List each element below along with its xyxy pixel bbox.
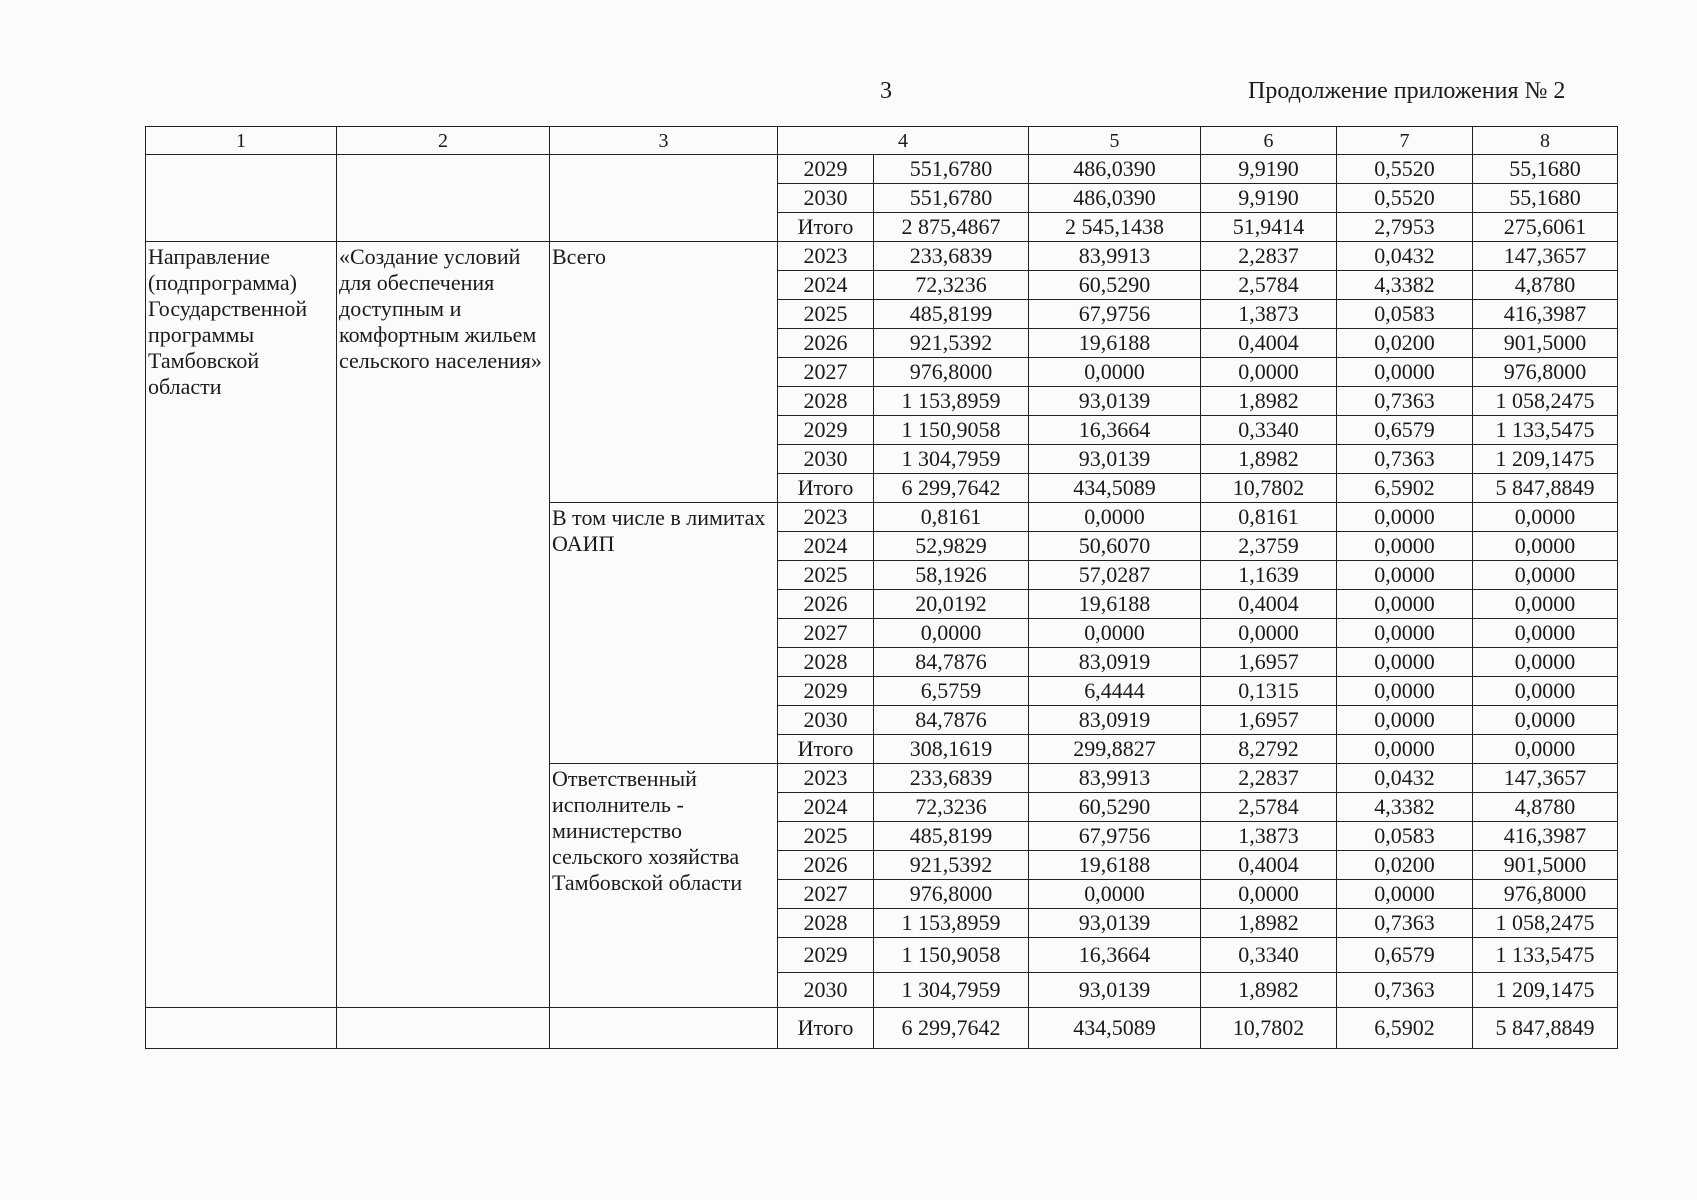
blank-col1 [146, 1008, 337, 1049]
value-col7: 0,0000 [1337, 532, 1473, 561]
value-col6: 1,3873 [1201, 300, 1337, 329]
year-cell: Итого [778, 474, 874, 503]
year-cell: 2025 [778, 561, 874, 590]
value-col5: 299,8827 [1029, 735, 1201, 764]
value-col4: 6 299,7642 [874, 1008, 1029, 1049]
appendix-table [145, 126, 1618, 1049]
value-col6: 2,5784 [1201, 793, 1337, 822]
value-col4: 84,7876 [874, 648, 1029, 677]
value-col6: 51,9414 [1201, 213, 1337, 242]
value-col6: 1,8982 [1201, 387, 1337, 416]
value-col8: 1 058,2475 [1473, 909, 1618, 938]
value-col4: 84,7876 [874, 706, 1029, 735]
value-col4: 233,6839 [874, 242, 1029, 271]
value-col7: 6,5902 [1337, 1008, 1473, 1049]
value-col5: 486,0390 [1029, 155, 1201, 184]
value-col4: 20,0192 [874, 590, 1029, 619]
value-col8: 0,0000 [1473, 677, 1618, 706]
value-col6: 0,8161 [1201, 503, 1337, 532]
year-cell: 2025 [778, 300, 874, 329]
value-col5: 83,9913 [1029, 242, 1201, 271]
year-cell: Итого [778, 213, 874, 242]
year-cell: 2028 [778, 648, 874, 677]
value-col6: 1,6957 [1201, 648, 1337, 677]
value-col7: 0,0000 [1337, 735, 1473, 764]
section-label: В том числе в лимитах ОАИП [550, 503, 778, 764]
year-cell: 2025 [778, 822, 874, 851]
column-header: 8 [1473, 127, 1618, 155]
year-cell: 2030 [778, 184, 874, 213]
value-col8: 416,3987 [1473, 300, 1618, 329]
value-col7: 0,0432 [1337, 764, 1473, 793]
blank-col2 [337, 155, 550, 242]
year-cell: 2028 [778, 387, 874, 416]
value-col7: 0,0000 [1337, 677, 1473, 706]
year-cell: 2024 [778, 271, 874, 300]
value-col4: 58,1926 [874, 561, 1029, 590]
value-col8: 0,0000 [1473, 735, 1618, 764]
value-col8: 901,5000 [1473, 329, 1618, 358]
value-col4: 1 304,7959 [874, 973, 1029, 1008]
value-col4: 233,6839 [874, 764, 1029, 793]
value-col5: 19,6188 [1029, 590, 1201, 619]
value-col8: 976,8000 [1473, 358, 1618, 387]
value-col6: 0,0000 [1201, 619, 1337, 648]
value-col4: 6,5759 [874, 677, 1029, 706]
value-col5: 50,6070 [1029, 532, 1201, 561]
year-cell: 2030 [778, 706, 874, 735]
value-col8: 4,8780 [1473, 793, 1618, 822]
value-col7: 2,7953 [1337, 213, 1473, 242]
column-header: 2 [337, 127, 550, 155]
value-col6: 1,8982 [1201, 445, 1337, 474]
year-cell: Итого [778, 1008, 874, 1049]
year-cell: 2023 [778, 764, 874, 793]
value-col5: 67,9756 [1029, 300, 1201, 329]
blank-col3 [550, 155, 778, 242]
value-col6: 0,0000 [1201, 358, 1337, 387]
value-col7: 0,0000 [1337, 880, 1473, 909]
year-cell: Итого [778, 735, 874, 764]
value-col5: 57,0287 [1029, 561, 1201, 590]
value-col8: 0,0000 [1473, 503, 1618, 532]
value-col4: 72,3236 [874, 793, 1029, 822]
value-col5: 486,0390 [1029, 184, 1201, 213]
value-col6: 0,4004 [1201, 590, 1337, 619]
value-col6: 10,7802 [1201, 1008, 1337, 1049]
value-col5: 60,5290 [1029, 271, 1201, 300]
value-col7: 4,3382 [1337, 793, 1473, 822]
value-col7: 0,7363 [1337, 973, 1473, 1008]
value-col4: 0,0000 [874, 619, 1029, 648]
year-cell: 2023 [778, 242, 874, 271]
value-col4: 921,5392 [874, 329, 1029, 358]
value-col6: 1,6957 [1201, 706, 1337, 735]
value-col6: 9,9190 [1201, 184, 1337, 213]
blank-col2 [337, 1008, 550, 1049]
value-col6: 2,2837 [1201, 764, 1337, 793]
value-col4: 1 150,9058 [874, 416, 1029, 445]
value-col8: 4,8780 [1473, 271, 1618, 300]
year-cell: 2029 [778, 938, 874, 973]
value-col8: 147,3657 [1473, 764, 1618, 793]
value-col5: 67,9756 [1029, 822, 1201, 851]
table-row [146, 242, 1618, 271]
value-col4: 485,8199 [874, 822, 1029, 851]
value-col4: 976,8000 [874, 880, 1029, 909]
value-col8: 1 209,1475 [1473, 445, 1618, 474]
value-col8: 0,0000 [1473, 561, 1618, 590]
year-cell: 2023 [778, 503, 874, 532]
column-header: 6 [1201, 127, 1337, 155]
value-col7: 0,0000 [1337, 648, 1473, 677]
value-col6: 2,3759 [1201, 532, 1337, 561]
value-col8: 275,6061 [1473, 213, 1618, 242]
year-cell: 2026 [778, 851, 874, 880]
value-col4: 1 153,8959 [874, 387, 1029, 416]
value-col7: 0,0000 [1337, 561, 1473, 590]
blank-col1 [146, 155, 337, 242]
value-col6: 9,9190 [1201, 155, 1337, 184]
value-col4: 2 875,4867 [874, 213, 1029, 242]
value-col8: 5 847,8849 [1473, 474, 1618, 503]
value-col7: 0,0000 [1337, 358, 1473, 387]
value-col7: 6,5902 [1337, 474, 1473, 503]
value-col7: 0,0200 [1337, 851, 1473, 880]
value-col8: 0,0000 [1473, 619, 1618, 648]
value-col7: 0,0200 [1337, 329, 1473, 358]
value-col5: 83,0919 [1029, 648, 1201, 677]
year-cell: 2029 [778, 416, 874, 445]
table-body [146, 127, 1618, 1049]
value-col4: 976,8000 [874, 358, 1029, 387]
value-col6: 10,7802 [1201, 474, 1337, 503]
value-col7: 0,0432 [1337, 242, 1473, 271]
value-col8: 0,0000 [1473, 648, 1618, 677]
value-col7: 0,5520 [1337, 184, 1473, 213]
value-col7: 0,0000 [1337, 706, 1473, 735]
value-col7: 0,6579 [1337, 938, 1473, 973]
value-col5: 16,3664 [1029, 416, 1201, 445]
value-col5: 93,0139 [1029, 973, 1201, 1008]
value-col4: 551,6780 [874, 184, 1029, 213]
table-row [146, 155, 1618, 184]
value-col4: 72,3236 [874, 271, 1029, 300]
value-col4: 6 299,7642 [874, 474, 1029, 503]
value-col8: 147,3657 [1473, 242, 1618, 271]
value-col7: 0,0000 [1337, 619, 1473, 648]
value-col4: 1 150,9058 [874, 938, 1029, 973]
value-col6: 2,5784 [1201, 271, 1337, 300]
column-header: 4 [778, 127, 1029, 155]
column-header: 5 [1029, 127, 1201, 155]
section-label: Ответственный исполнитель - министерство сельского хозяйства Тамбовской области [550, 764, 778, 1008]
value-col6: 0,1315 [1201, 677, 1337, 706]
value-col8: 5 847,8849 [1473, 1008, 1618, 1049]
value-col6: 1,8982 [1201, 909, 1337, 938]
value-col5: 93,0139 [1029, 387, 1201, 416]
value-col8: 55,1680 [1473, 184, 1618, 213]
year-cell: 2030 [778, 445, 874, 474]
year-cell: 2027 [778, 880, 874, 909]
value-col6: 8,2792 [1201, 735, 1337, 764]
value-col8: 1 133,5475 [1473, 938, 1618, 973]
value-col5: 83,9913 [1029, 764, 1201, 793]
value-col8: 901,5000 [1473, 851, 1618, 880]
year-cell: 2024 [778, 793, 874, 822]
value-col8: 0,0000 [1473, 590, 1618, 619]
value-col5: 93,0139 [1029, 445, 1201, 474]
value-col8: 1 058,2475 [1473, 387, 1618, 416]
value-col5: 0,0000 [1029, 619, 1201, 648]
value-col5: 0,0000 [1029, 503, 1201, 532]
value-col4: 485,8199 [874, 300, 1029, 329]
value-col7: 0,0000 [1337, 590, 1473, 619]
value-col5: 16,3664 [1029, 938, 1201, 973]
value-col8: 976,8000 [1473, 880, 1618, 909]
value-col7: 0,0000 [1337, 503, 1473, 532]
value-col7: 0,0583 [1337, 822, 1473, 851]
value-col7: 0,7363 [1337, 445, 1473, 474]
value-col8: 416,3987 [1473, 822, 1618, 851]
value-col8: 55,1680 [1473, 155, 1618, 184]
value-col6: 0,4004 [1201, 329, 1337, 358]
value-col7: 0,6579 [1337, 416, 1473, 445]
value-col6: 0,3340 [1201, 416, 1337, 445]
year-cell: 2029 [778, 155, 874, 184]
value-col4: 551,6780 [874, 155, 1029, 184]
year-cell: 2024 [778, 532, 874, 561]
column-header: 7 [1337, 127, 1473, 155]
value-col4: 0,8161 [874, 503, 1029, 532]
value-col5: 19,6188 [1029, 329, 1201, 358]
value-col7: 0,7363 [1337, 909, 1473, 938]
value-col5: 434,5089 [1029, 1008, 1201, 1049]
direction-title: Направление (подпрограмма) Государственной программы Тамбовской области [146, 242, 337, 1008]
value-col5: 434,5089 [1029, 474, 1201, 503]
direction-name: «Создание условий для обеспечения доступным и комфортным жильем сельского населения» [337, 242, 550, 1008]
value-col6: 0,0000 [1201, 880, 1337, 909]
value-col5: 0,0000 [1029, 358, 1201, 387]
value-col5: 83,0919 [1029, 706, 1201, 735]
header-row [146, 127, 1618, 155]
value-col7: 4,3382 [1337, 271, 1473, 300]
continuation-title: Продолжение приложения № 2 [1248, 78, 1566, 104]
value-col7: 0,7363 [1337, 387, 1473, 416]
value-col6: 1,1639 [1201, 561, 1337, 590]
year-cell: 2030 [778, 973, 874, 1008]
value-col5: 93,0139 [1029, 909, 1201, 938]
year-cell: 2029 [778, 677, 874, 706]
year-cell: 2028 [778, 909, 874, 938]
value-col6: 0,3340 [1201, 938, 1337, 973]
value-col8: 0,0000 [1473, 706, 1618, 735]
value-col7: 0,0583 [1337, 300, 1473, 329]
column-header: 1 [146, 127, 337, 155]
value-col6: 1,3873 [1201, 822, 1337, 851]
value-col4: 308,1619 [874, 735, 1029, 764]
page-number: 3 [880, 78, 892, 104]
year-cell: 2027 [778, 619, 874, 648]
value-col5: 0,0000 [1029, 880, 1201, 909]
year-cell: 2026 [778, 590, 874, 619]
value-col4: 52,9829 [874, 532, 1029, 561]
value-col8: 1 133,5475 [1473, 416, 1618, 445]
section-label: Всего [550, 242, 778, 503]
value-col4: 1 153,8959 [874, 909, 1029, 938]
value-col4: 1 304,7959 [874, 445, 1029, 474]
value-col4: 921,5392 [874, 851, 1029, 880]
year-cell: 2027 [778, 358, 874, 387]
column-header: 3 [550, 127, 778, 155]
value-col8: 0,0000 [1473, 532, 1618, 561]
final-total-row [146, 1008, 1618, 1049]
blank-col3 [550, 1008, 778, 1049]
value-col5: 19,6188 [1029, 851, 1201, 880]
value-col5: 2 545,1438 [1029, 213, 1201, 242]
value-col6: 2,2837 [1201, 242, 1337, 271]
value-col6: 1,8982 [1201, 973, 1337, 1008]
value-col6: 0,4004 [1201, 851, 1337, 880]
year-cell: 2026 [778, 329, 874, 358]
value-col8: 1 209,1475 [1473, 973, 1618, 1008]
value-col7: 0,5520 [1337, 155, 1473, 184]
value-col5: 6,4444 [1029, 677, 1201, 706]
value-col5: 60,5290 [1029, 793, 1201, 822]
